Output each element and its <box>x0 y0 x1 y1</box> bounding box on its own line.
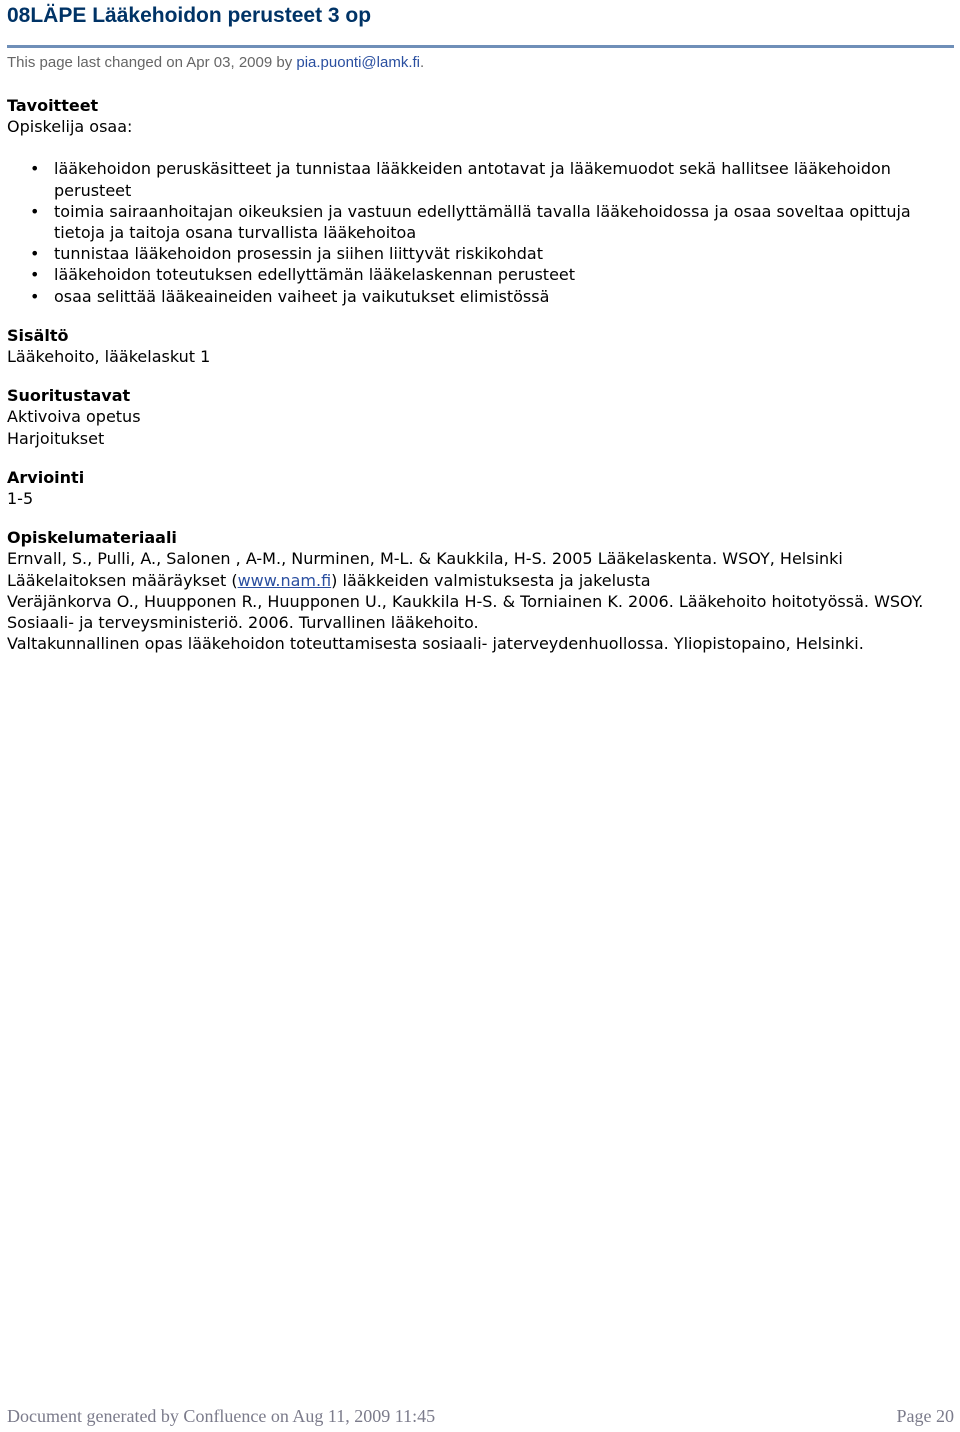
section-heading-sisalto: Sisältö <box>7 325 69 345</box>
sisalto-text: Lääkehoito, lääkelaskut 1 <box>7 347 211 367</box>
reference-line <box>7 570 953 591</box>
reference-line: Ernvall, S., Pulli, A., Salonen , A-M., Nurminen, M-L. & Kaukkila, H-S. 2005 Lääkelaskenta. WSOY, Helsinki <box>7 549 843 569</box>
suoritustapa-line: Aktivoiva opetus <box>7 407 141 427</box>
meta-prefix: This page last changed on Apr 03, 2009 by <box>7 54 297 71</box>
list-item: • tunnistaa lääkehoidon prosessin ja siihen liittyvät riskikohdat <box>54 243 953 264</box>
section-suoritustavat <box>7 385 953 449</box>
list-item: • lääkehoidon toteutuksen edellyttämän lääkelaskennan perusteet <box>54 264 953 285</box>
reference-line: Sosiaali- ja terveysministeriö. 2006. Turvallinen lääkehoito. <box>7 613 479 633</box>
section-heading-suoritustavat: Suoritustavat <box>7 386 131 406</box>
reference-line: Veräjänkorva O., Huupponen R., Huupponen U., Kaukkila H-S. & Torniainen K. 2006. Lääkehoito hoitotyössä. WSOY. <box>7 591 924 611</box>
section-sisalto <box>7 325 953 367</box>
section-materiaali <box>7 527 953 654</box>
reference-text: ) lääkkeiden valmistuksesta ja jakelusta <box>331 570 651 590</box>
section-arviointi <box>7 467 953 509</box>
section-heading-materiaali: Opiskelumateriaali <box>7 528 177 548</box>
author-link[interactable]: pia.puonti@lamk.fi <box>296 54 420 71</box>
list-item: • lääkehoidon peruskäsitteet ja tunnistaa lääkkeiden antotavat ja lääkemuodot sekä hallitsee lääkehoidon perusteet <box>54 158 953 200</box>
page-title: 08LÄPE Lääkehoidon perusteet 3 op <box>7 4 372 27</box>
list-item: • osaa selittää lääkeaineiden vaiheet ja vaikutukset elimistössä <box>54 286 953 307</box>
arviointi-text: 1-5 <box>7 489 34 509</box>
reference-line: Valtakunnallinen opas lääkehoidon toteuttamisesta sosiaali- jaterveydenhuollossa. Yliopistopaino, Helsinki. <box>7 634 864 654</box>
meta-suffix: . <box>420 54 425 71</box>
footer-generated: Document generated by Confluence on Aug 11, 2009 11:45 <box>7 1406 436 1426</box>
reference-text: Lääkelaitoksen määräykset ( <box>7 570 238 590</box>
list-item: • toimia sairaanhoitajan oikeuksien ja vastuun edellyttämällä tavalla lääkehoidossa ja osaa soveltaa opittuja tietoja ja taitoja osana turvallista lääkehoitoa <box>54 201 953 243</box>
section-heading-arviointi: Arviointi <box>7 467 85 487</box>
section-heading-tavoitteet: Tavoitteet <box>7 96 99 115</box>
goals-list <box>7 158 953 306</box>
suoritustapa-line: Harjoitukset <box>7 428 105 448</box>
title-divider <box>7 45 954 48</box>
nam-link[interactable]: www.nam.fi <box>237 570 332 590</box>
page-meta <box>7 53 424 73</box>
tavoitteet-intro: Opiskelija osaa: <box>7 117 133 137</box>
footer-page-number: Page 20 <box>896 1406 954 1426</box>
page-content <box>7 95 953 654</box>
